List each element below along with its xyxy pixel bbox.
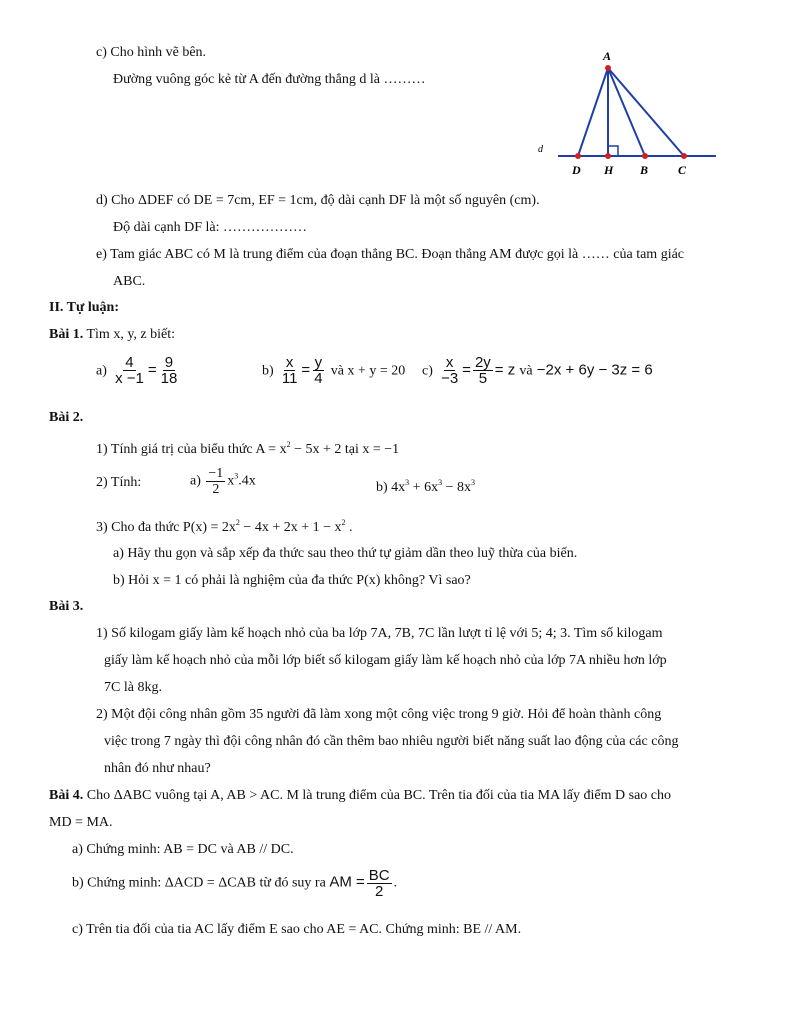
- bai1-c: [422, 355, 653, 386]
- bai2-p2b-t1: 4x: [391, 480, 406, 495]
- bai1-a-num1: 4: [125, 354, 134, 371]
- bai2-p2a-tail: .4x: [238, 473, 256, 489]
- bai4-b-post: .: [393, 875, 398, 891]
- bai3-p2-line1: 2) Một đội công nhân gồm 35 người đã làm xong một công việc trong 9 giờ. Hỏi để hoàn thành công: [96, 707, 662, 722]
- bai1-c-label: c): [422, 363, 433, 379]
- bai4-b-den: 2: [375, 883, 384, 900]
- bai1-c-eq: =: [462, 361, 471, 379]
- segment-AB: [608, 68, 645, 156]
- bai2-part2b: [376, 474, 475, 497]
- bai1-b-label: b): [262, 363, 274, 379]
- bai2-title: Bài 2.: [49, 410, 84, 425]
- segment-AD: [578, 68, 608, 156]
- bai1-b-den2: 4: [314, 370, 323, 387]
- bai1-c-tail: −2x + 6y − 3z = 6: [536, 361, 653, 379]
- bai2-p2a-num: −1: [208, 466, 224, 481]
- bai4-part-a: a) Chứng minh: AB = DC và AB // DC.: [72, 842, 294, 857]
- bai1-b: [262, 355, 405, 386]
- bai3-p2-line3: nhân đó như nhau?: [104, 761, 211, 776]
- bai1-b-eq: =: [301, 361, 311, 379]
- bai4-b-num: BC: [368, 867, 390, 884]
- bai1-title: Bài 1.: [49, 327, 84, 342]
- bai2-p1-post: − 5x + 2 tại x = −1: [290, 442, 400, 457]
- bai1-heading: [49, 326, 175, 344]
- bai2-p2b-t3: − 8x: [442, 480, 471, 495]
- label-d: d: [538, 144, 543, 155]
- bai1-c-eq2: = z: [494, 361, 516, 379]
- bai1-a-eq: =: [147, 361, 157, 379]
- bai1-a-den2: 18: [160, 370, 178, 387]
- bai4-part-b: [72, 868, 397, 899]
- bai2-p2a-den: 2: [212, 482, 220, 497]
- bai2-p1-pre: 1) Tính giá trị của biểu thức A = x: [96, 442, 287, 457]
- bai2-part3: [96, 514, 353, 537]
- bai2-p1-exp: 2: [286, 440, 291, 449]
- part-c-label: c) Cho hình vẽ bên.: [96, 45, 207, 60]
- bai2-p3-e1: 2: [235, 518, 240, 527]
- bai1-c-va: và: [519, 363, 533, 379]
- bai2-p2a-x: x: [227, 473, 235, 489]
- bai4-part-c: c) Trên tia đối của tia AC lấy điểm E sao cho AE = AC. Chứng minh: BE // AM.: [72, 922, 522, 937]
- bai3-title: Bài 3.: [49, 599, 84, 614]
- bai1-b-num2: y: [314, 354, 323, 371]
- bai2-p3-pre: 3) Cho đa thức P(x) = 2x: [96, 520, 236, 535]
- label-H: H: [604, 163, 614, 177]
- part-d-text: d) Cho ΔDEF có DE = 7cm, EF = 1cm, độ dài cạnh DF là một số nguyên (cm).: [96, 193, 540, 208]
- bai1-intro: Tìm x, y, z biết:: [86, 327, 176, 342]
- bai2-p2b-t2: + 6x: [409, 480, 439, 495]
- part-c-question: Đường vuông góc kẻ từ A đến đường thẳng d là ………: [113, 72, 426, 87]
- segment-AC: [608, 68, 684, 156]
- section-2-title: II. Tự luận:: [49, 300, 120, 315]
- bai1-a: [96, 355, 181, 386]
- bai2-p3-post: .: [345, 520, 353, 535]
- bai1-c-den2: 5: [478, 370, 488, 387]
- bai4-b-pre: b) Chứng minh: ΔACD = ΔCAB từ đó suy ra: [72, 875, 326, 891]
- bai1-c-num1: x: [445, 354, 454, 371]
- point-A: [605, 65, 611, 71]
- bai1-c-den1: −3: [441, 370, 459, 387]
- bai4-line2: MD = MA.: [49, 815, 113, 830]
- bai2-part3b: b) Hỏi x = 1 có phải là nghiệm của đa thức P(x) không? Vì sao?: [113, 573, 471, 588]
- bai2-p2b-e3: 3: [470, 478, 475, 487]
- bai3-p2-line2: việc trong 7 ngày thì đội công nhân đó cần thêm bao nhiêu người biết năng suất lao động của các công: [104, 734, 679, 749]
- bai4-b-am: AM =: [329, 873, 365, 891]
- bai3-p1-line1: 1) Số kilogam giấy làm kế hoạch nhỏ của ba lớp 7A, 7B, 7C lần lượt tỉ lệ với 5; 4; 3. Tìm số kilogam: [96, 626, 663, 641]
- bai2-p3-mid: − 4x + 2x + 1 − x: [239, 520, 342, 535]
- point-D: [575, 153, 581, 159]
- bai1-b-num1: x: [285, 354, 294, 371]
- bai2-p2b-e1: 3: [405, 478, 410, 487]
- point-C: [681, 153, 687, 159]
- bai2-p2b-e2: 3: [438, 478, 443, 487]
- point-H: [605, 153, 611, 159]
- bai1-a-den1: x −1: [115, 370, 144, 387]
- bai4-l1: Cho ΔABC vuông tại A, AB > AC. M là trung điểm của BC. Trên tia đối của tia MA lấy điểm D sao cho: [86, 788, 671, 803]
- part-e-line1: e) Tam giác ABC có M là trung điểm của đoạn thẳng BC. Đoạn thẳng AM được gọi là …… của tam giác: [96, 247, 685, 262]
- bai2-part3a: a) Hãy thu gọn và sắp xếp đa thức sau theo thứ tự giảm dần theo luỹ thừa của biến.: [113, 546, 578, 561]
- label-A: A: [603, 49, 612, 63]
- part-d-answer: Độ dài cạnh DF là: ………………: [113, 220, 308, 235]
- bai1-c-num2: 2y: [474, 354, 491, 371]
- geometry-figure: [530, 44, 730, 184]
- bai2-p2a-label: a): [190, 473, 201, 489]
- bai2-part2a: [190, 466, 256, 497]
- bai1-b-den1: 11: [281, 370, 298, 387]
- bai3-p1-line3: 7C là 8kg.: [104, 680, 162, 695]
- part-e-line2: ABC.: [113, 274, 146, 289]
- bai2-part1: [96, 436, 399, 459]
- bai1-b-tail: và x + y = 20: [330, 363, 406, 379]
- bai2-p2b-label: b): [376, 480, 388, 495]
- bai3-p1-line2: giấy làm kế hoạch nhỏ của mỗi lớp biết số kilogam giấy làm kế hoạch nhỏ của lớp 7A nhiều hơn lớp: [104, 653, 667, 668]
- bai4-title: Bài 4.: [49, 788, 84, 803]
- label-B: B: [640, 163, 649, 177]
- bai4-line1: [49, 787, 671, 805]
- bai1-a-label: a): [96, 363, 107, 379]
- bai1-a-num2: 9: [164, 354, 174, 371]
- bai2-p2a-exp: 3: [234, 471, 239, 481]
- label-C: C: [678, 163, 687, 177]
- label-D: D: [572, 163, 581, 177]
- bai2-p3-e2: 2: [341, 518, 346, 527]
- bai2-part2-label: 2) Tính:: [96, 475, 142, 490]
- point-B: [642, 153, 648, 159]
